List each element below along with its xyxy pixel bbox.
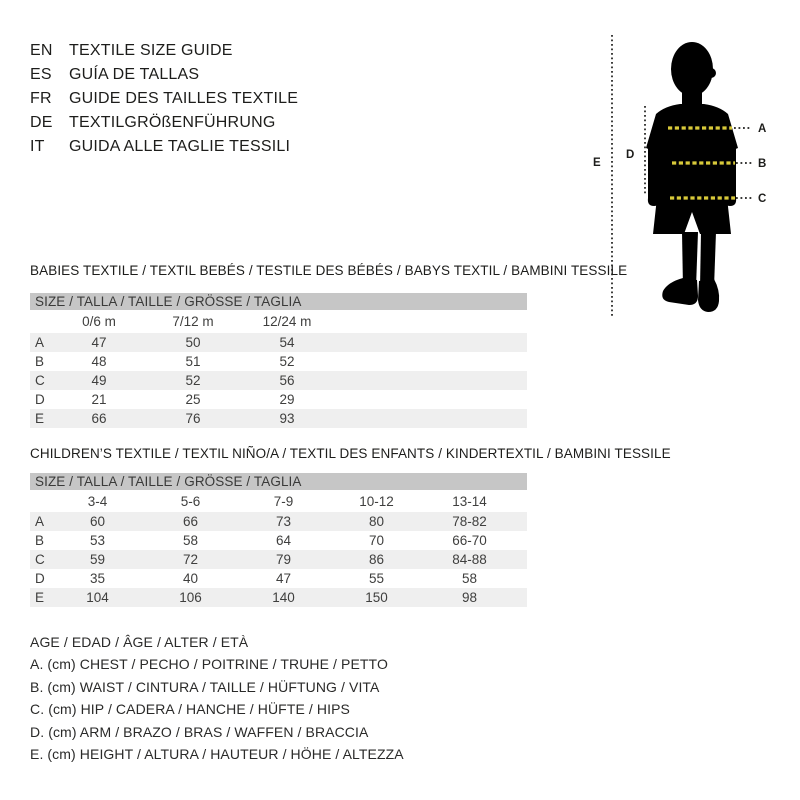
babies-section-title: BABIES TEXTILE / TEXTIL BEBÉS / TESTILE DES BÉBÉS / BABYS TEXTIL / BAMBINI TESSILE bbox=[30, 263, 628, 278]
language-row bbox=[30, 87, 298, 111]
table-cell: 72 bbox=[182, 552, 199, 567]
row-label: E bbox=[35, 411, 45, 426]
table-cell: 73 bbox=[275, 514, 292, 529]
table-cell: 21 bbox=[91, 392, 107, 407]
size-column-header: 5-6 bbox=[180, 493, 201, 509]
table-cell: 84-88 bbox=[452, 552, 487, 567]
label-d: D bbox=[626, 149, 635, 161]
size-column-header: 7/12 m bbox=[172, 314, 214, 329]
table-cell: 29 bbox=[279, 392, 295, 407]
table-cell: 48 bbox=[91, 354, 107, 369]
table-row bbox=[30, 333, 527, 352]
measurement-legend bbox=[30, 631, 404, 765]
table-cell: 54 bbox=[279, 335, 295, 350]
table-cell: 80 bbox=[368, 514, 385, 529]
child-silhouette-diagram bbox=[585, 28, 800, 323]
table-cell: 66 bbox=[91, 411, 107, 426]
table-cell: 51 bbox=[185, 354, 201, 369]
language-code: EN bbox=[30, 42, 53, 59]
table-cell: 35 bbox=[89, 571, 106, 586]
table-cell: 64 bbox=[275, 533, 292, 548]
language-code: DE bbox=[30, 114, 53, 131]
legend-line: E. (cm) HEIGHT / ALTURA / HAUTEUR / HÖHE / ALTEZZA bbox=[30, 746, 404, 763]
table-cell: 59 bbox=[89, 552, 106, 567]
label-c: C bbox=[758, 193, 767, 205]
empty-cell bbox=[30, 490, 51, 512]
size-columns-row bbox=[30, 490, 527, 512]
table-cell: 58 bbox=[182, 533, 199, 548]
row-label: B bbox=[35, 354, 45, 369]
table-cell: 50 bbox=[185, 335, 201, 350]
language-guide-title: TEXTILGRÖßENFÜHRUNG bbox=[69, 114, 276, 131]
table-row bbox=[30, 512, 527, 531]
children-size-table bbox=[30, 490, 527, 607]
language-row bbox=[30, 135, 298, 159]
row-label: C bbox=[35, 552, 45, 567]
table-cell: 60 bbox=[89, 514, 106, 529]
language-guide-title: GUÍA DE TALLAS bbox=[69, 66, 200, 83]
table-row bbox=[30, 371, 527, 390]
legend-line: B. (cm) WAIST / CINTURA / TAILLE / HÜFTUNG / VITA bbox=[30, 678, 380, 695]
table-cell: 70 bbox=[368, 533, 385, 548]
legend-line: A. (cm) CHEST / PECHO / POITRINE / TRUHE / PETTO bbox=[30, 656, 388, 673]
row-label: A bbox=[35, 335, 45, 350]
size-column-header: 0/6 m bbox=[82, 314, 116, 329]
measure-line-arm-d bbox=[626, 106, 645, 195]
table-cell: 79 bbox=[275, 552, 292, 567]
language-guide-title: TEXTILE SIZE GUIDE bbox=[69, 42, 233, 59]
table-row bbox=[30, 550, 527, 569]
table-row bbox=[30, 352, 527, 371]
table-row bbox=[30, 569, 527, 588]
legend-line: AGE / EDAD / ÂGE / ALTER / ETÀ bbox=[30, 634, 249, 650]
table-cell: 58 bbox=[461, 571, 478, 586]
row-label: A bbox=[35, 514, 45, 529]
language-code: FR bbox=[30, 90, 52, 107]
table-cell: 52 bbox=[279, 354, 295, 369]
table-cell: 93 bbox=[279, 411, 295, 426]
legend-line: C. (cm) HIP / CADERA / HANCHE / HÜFTE / HIPS bbox=[30, 701, 350, 718]
table-row bbox=[30, 390, 527, 409]
babies-size-section bbox=[30, 263, 628, 428]
table-cell: 40 bbox=[182, 571, 199, 586]
row-label: D bbox=[35, 392, 45, 407]
table-cell: 47 bbox=[91, 335, 107, 350]
size-columns-row bbox=[30, 310, 527, 333]
language-title-list bbox=[30, 39, 298, 159]
table-cell: 66 bbox=[182, 514, 199, 529]
table-cell: 25 bbox=[185, 392, 201, 407]
language-guide-title: GUIDA ALLE TAGLIE TESSILI bbox=[69, 138, 291, 155]
table-cell: 150 bbox=[365, 590, 388, 605]
children-size-section bbox=[30, 446, 671, 607]
label-b: B bbox=[758, 158, 767, 170]
size-column-header: 3-4 bbox=[87, 493, 108, 509]
table-cell: 53 bbox=[89, 533, 106, 548]
babies-size-header-bar: SIZE / TALLA / TAILLE / GRÖSSE / TAGLIA bbox=[30, 293, 527, 310]
language-code: IT bbox=[30, 138, 45, 155]
table-cell: 66-70 bbox=[452, 533, 487, 548]
child-silhouette bbox=[646, 42, 738, 312]
language-guide-title: GUIDE DES TAILLES TEXTILE bbox=[69, 90, 299, 107]
size-column-header: 13-14 bbox=[452, 493, 487, 509]
label-e: E bbox=[593, 157, 601, 169]
table-cell: 56 bbox=[279, 373, 295, 388]
table-cell: 47 bbox=[275, 571, 292, 586]
measurement-figure bbox=[585, 28, 800, 323]
table-cell: 78-82 bbox=[452, 514, 487, 529]
table-row bbox=[30, 531, 527, 550]
size-column-header: 10-12 bbox=[359, 493, 394, 509]
babies-size-table bbox=[30, 310, 527, 428]
language-code: ES bbox=[30, 66, 52, 83]
table-cell: 104 bbox=[86, 590, 109, 605]
table-cell: 52 bbox=[185, 373, 201, 388]
empty-cell bbox=[30, 310, 52, 333]
row-label: C bbox=[35, 373, 45, 388]
row-label: B bbox=[35, 533, 45, 548]
table-cell: 76 bbox=[185, 411, 201, 426]
table-cell: 49 bbox=[91, 373, 107, 388]
table-row bbox=[30, 409, 527, 428]
table-cell: 140 bbox=[272, 590, 295, 605]
table-cell: 98 bbox=[461, 590, 478, 605]
children-section-title: CHILDREN’S TEXTILE / TEXTIL NIÑO/A / TEXTIL DES ENFANTS / KINDERTEXTIL / BAMBINI TESSILE bbox=[30, 446, 671, 461]
row-label: D bbox=[35, 571, 45, 586]
size-column-header: 12/24 m bbox=[262, 314, 312, 329]
legend-line: D. (cm) ARM / BRAZO / BRAS / WAFFEN / BRACCIA bbox=[30, 723, 369, 740]
size-column-header: 7-9 bbox=[273, 493, 294, 509]
table-cell: 55 bbox=[368, 571, 385, 586]
table-cell: 106 bbox=[179, 590, 202, 605]
children-size-header-bar: SIZE / TALLA / TAILLE / GRÖSSE / TAGLIA bbox=[30, 473, 527, 490]
label-a: A bbox=[758, 123, 767, 135]
language-row bbox=[30, 111, 298, 135]
table-row bbox=[30, 588, 527, 607]
language-row bbox=[30, 63, 298, 87]
language-row bbox=[30, 39, 298, 63]
row-label: E bbox=[35, 590, 45, 605]
table-cell: 86 bbox=[368, 552, 385, 567]
